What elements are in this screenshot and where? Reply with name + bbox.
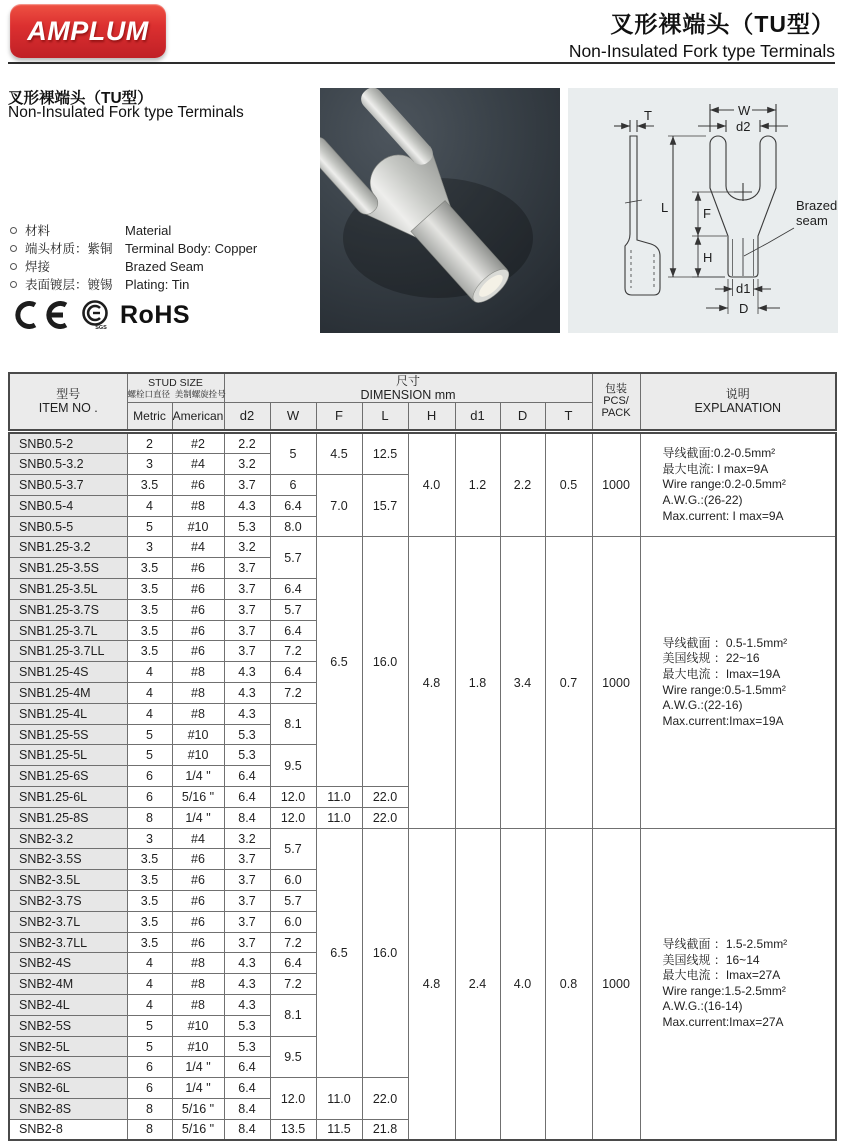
header-divider: [8, 62, 835, 64]
dim-label-d: D: [739, 301, 749, 316]
item-no-cell: SNB0.5-5: [9, 516, 127, 537]
cell: #6: [172, 620, 224, 641]
cell: #10: [172, 1036, 224, 1057]
bullet-icon: [10, 245, 17, 252]
item-no-cell: SNB2-6L: [9, 1078, 127, 1099]
cell: 4: [127, 495, 172, 516]
cell: 3.5: [127, 558, 172, 579]
cell: 7.2: [270, 932, 316, 953]
cell: 2.4: [455, 828, 500, 1140]
cell: 5: [270, 433, 316, 475]
cell: 3.5: [127, 641, 172, 662]
cell: 2.2: [224, 433, 270, 454]
cell: 4.8: [408, 828, 455, 1140]
explanation-cell: [640, 537, 836, 828]
material-en: Plating: Tin: [125, 277, 190, 292]
cell: 12.0: [270, 807, 316, 828]
col-header-w: W: [270, 403, 316, 430]
sgs-cert-icon: [81, 299, 111, 331]
cell: 5.3: [224, 745, 270, 766]
material-en: Terminal Body: Copper: [125, 241, 258, 256]
cell: 1000: [592, 828, 640, 1140]
cell: 11.5: [316, 1119, 362, 1140]
item-no-cell: SNB2-3.7LL: [9, 932, 127, 953]
explanation-line: Max.current:Imax=19A: [662, 713, 784, 728]
cell: 6.0: [270, 870, 316, 891]
item-no-cell: SNB1.25-3.2: [9, 537, 127, 558]
item-no-cell: SNB2-6S: [9, 1057, 127, 1078]
cell: #6: [172, 870, 224, 891]
item-no-cell: SNB0.5-3.2: [9, 454, 127, 475]
section-title-zh: 叉形裸端头（TU型）: [8, 90, 153, 107]
cell: 3: [127, 828, 172, 849]
cell: 3.7: [224, 849, 270, 870]
cell: 3.5: [127, 599, 172, 620]
cell: 6.4: [270, 953, 316, 974]
cell: 5/16 ": [172, 1099, 224, 1120]
cell: #4: [172, 454, 224, 475]
cell: 0.7: [545, 537, 592, 828]
cell: 3.5: [127, 849, 172, 870]
cell: 6: [127, 1078, 172, 1099]
cell: 4.3: [224, 703, 270, 724]
explanation-cell: [640, 828, 836, 1140]
explanation-line: 导线截面 ：1.5-2.5mm²: [662, 937, 788, 952]
item-no-cell: SNB2-3.7L: [9, 911, 127, 932]
explanation-line: 导线截面:0.2-0.5mm²: [662, 446, 776, 461]
product-photo: [320, 88, 560, 333]
col-header-d2: d2: [224, 403, 270, 430]
dim-label-t: T: [644, 108, 652, 123]
cell: 16.0: [362, 828, 408, 1078]
cell: 3.2: [224, 828, 270, 849]
cell: 3.7: [224, 641, 270, 662]
cell: 3.4: [500, 537, 545, 828]
cell: 2: [127, 433, 172, 454]
list-item: [10, 239, 257, 257]
explanation-line: Max.current: I max=9A: [662, 508, 784, 523]
cell: 6.4: [224, 1078, 270, 1099]
cell: 5.7: [270, 537, 316, 579]
spec-table-header: [8, 372, 837, 431]
cell: #6: [172, 911, 224, 932]
col-header-item: 型号 ITEM NO .: [9, 373, 127, 430]
cell: #6: [172, 558, 224, 579]
explanation-line: Wire range:1.5-2.5mm²: [662, 983, 786, 998]
cell: 9.5: [270, 745, 316, 787]
cell: 16.0: [362, 537, 408, 787]
dim-label-d2: d2: [736, 119, 751, 134]
dim-label-w: W: [738, 103, 751, 118]
material-zh: 表面镀层：镀锡: [25, 278, 113, 292]
cell: 6.4: [270, 662, 316, 683]
item-no-cell: SNB2-5S: [9, 1015, 127, 1036]
item-no-cell: SNB1.25-3.7L: [9, 620, 127, 641]
cell: 5.7: [270, 828, 316, 870]
explanation-line: 导线截面 ：0.5-1.5mm²: [662, 635, 788, 650]
item-no-cell: SNB1.25-3.7LL: [9, 641, 127, 662]
page-title-en: Non-Insulated Fork type Terminals: [568, 41, 835, 61]
cell: 6.5: [316, 537, 362, 787]
cell: 8: [127, 1119, 172, 1140]
cell: 1000: [592, 537, 640, 828]
cell: 22.0: [362, 1078, 408, 1120]
cell: 1/4 ": [172, 1078, 224, 1099]
cell: 6.4: [224, 787, 270, 808]
cell: 15.7: [362, 475, 408, 537]
explanation-line: A.W.G.:(26-22): [662, 493, 743, 508]
cell: 3.5: [127, 475, 172, 496]
cell: 4.5: [316, 433, 362, 475]
cell: 4: [127, 662, 172, 683]
item-no-cell: SNB1.25-5S: [9, 724, 127, 745]
cell: 5/16 ": [172, 1119, 224, 1140]
cell: 8.1: [270, 995, 316, 1037]
bullet-icon: [10, 281, 17, 288]
cell: 4.8: [408, 537, 455, 828]
page-title: [569, 6, 835, 62]
cell: 5.3: [224, 724, 270, 745]
cell: 6: [127, 766, 172, 787]
cell: 5.7: [270, 599, 316, 620]
cell: 13.5: [270, 1119, 316, 1140]
item-no-cell: SNB1.25-6S: [9, 766, 127, 787]
svg-text:seam: seam: [796, 213, 828, 228]
cell: 3.7: [224, 599, 270, 620]
cell: 5: [127, 1015, 172, 1036]
cell: 4: [127, 995, 172, 1016]
item-no-cell: SNB2-8S: [9, 1099, 127, 1120]
explanation-line: A.W.G.:(22-16): [662, 698, 743, 713]
cell: 3.7: [224, 911, 270, 932]
cell: 0.5: [545, 433, 592, 537]
dimension-diagram-svg: [568, 88, 838, 333]
cell: 1/4 ": [172, 807, 224, 828]
item-no-cell: SNB2-8: [9, 1119, 127, 1140]
cell: 3.7: [224, 932, 270, 953]
cell: 7.0: [316, 475, 362, 537]
certification-row: [10, 299, 190, 331]
explanation-line: 最大电流 ：Imax=27A: [662, 968, 781, 983]
svg-text:SGS: SGS: [95, 325, 107, 331]
item-no-cell: SNB0.5-2: [9, 433, 127, 454]
cell: 4.3: [224, 995, 270, 1016]
cell: 7.2: [270, 683, 316, 704]
cell: 3.2: [224, 537, 270, 558]
cell: #6: [172, 891, 224, 912]
cell: 1.2: [455, 433, 500, 537]
cell: 8: [127, 807, 172, 828]
material-en: Brazed Seam: [125, 259, 204, 274]
col-header-dimension: 尺寸 DIMENSION mm: [224, 373, 592, 403]
section-title-en: Non-Insulated Fork type Terminals: [8, 104, 244, 121]
item-no-cell: SNB1.25-4S: [9, 662, 127, 683]
explanation-cell: [640, 433, 836, 537]
cell: 11.0: [316, 807, 362, 828]
cell: #6: [172, 849, 224, 870]
cell: 4: [127, 953, 172, 974]
cell: #6: [172, 475, 224, 496]
cell: 6.4: [270, 495, 316, 516]
cell: #8: [172, 995, 224, 1016]
item-no-cell: SNB2-3.5S: [9, 849, 127, 870]
item-no-cell: SNB1.25-4M: [9, 683, 127, 704]
cell: 6.4: [270, 579, 316, 600]
item-no-cell: SNB0.5-3.7: [9, 475, 127, 496]
cell: 4.0: [408, 433, 455, 537]
item-no-cell: SNB2-3.7S: [9, 891, 127, 912]
item-no-cell: SNB1.25-5L: [9, 745, 127, 766]
table-row: [9, 433, 836, 454]
brand-logo: [10, 4, 166, 58]
rohs-label: RoHS: [120, 300, 191, 329]
cell: 6.4: [270, 620, 316, 641]
cell: 4: [127, 683, 172, 704]
cell: #6: [172, 599, 224, 620]
cell: 1/4 ": [172, 766, 224, 787]
item-no-cell: SNB2-4L: [9, 995, 127, 1016]
item-no-cell: SNB1.25-3.5S: [9, 558, 127, 579]
cell: #4: [172, 537, 224, 558]
cell: #8: [172, 662, 224, 683]
ce-mark-icon: [10, 299, 72, 331]
col-header-f: F: [316, 403, 362, 430]
cell: 0.8: [545, 828, 592, 1140]
cell: 6: [127, 1057, 172, 1078]
cell: #6: [172, 579, 224, 600]
col-header-d1: d1: [455, 403, 500, 430]
explanation-line: A.W.G.:(16-14): [662, 999, 743, 1014]
col-header-metric: Metric: [127, 403, 172, 430]
material-zh: 焊接: [25, 260, 51, 274]
cell: 5: [127, 724, 172, 745]
item-no-cell: SNB2-4S: [9, 953, 127, 974]
cell: 4: [127, 703, 172, 724]
cell: 3.7: [224, 891, 270, 912]
cell: 6.5: [316, 828, 362, 1078]
cell: #8: [172, 974, 224, 995]
cell: 3.5: [127, 620, 172, 641]
cell: 6: [270, 475, 316, 496]
col-header-pack: 包装 PCS/ PACK: [592, 373, 640, 430]
brazed-seam-label: Brazed: [796, 198, 838, 213]
cell: #8: [172, 495, 224, 516]
cell: #4: [172, 828, 224, 849]
explanation-line: 美国线规 ：16~14: [662, 952, 760, 967]
cell: 8: [127, 1099, 172, 1120]
brand-logo-text: AMPLUM: [27, 15, 149, 46]
explanation-line: Wire range:0.5-1.5mm²: [662, 682, 786, 697]
cell: 6.4: [224, 1057, 270, 1078]
item-no-cell: SNB2-4M: [9, 974, 127, 995]
cell: #6: [172, 932, 224, 953]
cell: 4.3: [224, 662, 270, 683]
cell: 9.5: [270, 1036, 316, 1078]
cell: 12.0: [270, 1078, 316, 1120]
dimension-diagram: [568, 88, 838, 333]
dim-label-d1: d1: [736, 281, 751, 296]
item-no-cell: SNB1.25-3.5L: [9, 579, 127, 600]
item-no-cell: SNB1.25-6L: [9, 787, 127, 808]
cell: 3.5: [127, 911, 172, 932]
list-item: [10, 257, 257, 275]
cell: 8.4: [224, 1119, 270, 1140]
table-row: [9, 828, 836, 849]
item-no-cell: SNB2-3.2: [9, 828, 127, 849]
material-list: [10, 221, 257, 293]
col-header-h: H: [408, 403, 455, 430]
spec-table: [8, 432, 837, 1141]
cell: 3.7: [224, 620, 270, 641]
cell: #6: [172, 641, 224, 662]
cell: 5: [127, 745, 172, 766]
cell: 3.2: [224, 454, 270, 475]
material-en: Material: [125, 223, 172, 238]
cell: 7.2: [270, 974, 316, 995]
cell: #8: [172, 953, 224, 974]
bullet-icon: [10, 263, 17, 270]
page-title-zh: 叉形裸端头（TU型）: [610, 11, 835, 37]
cell: 12.5: [362, 433, 408, 475]
cell: 1.8: [455, 537, 500, 828]
cell: 1000: [592, 433, 640, 537]
cell: 3.7: [224, 558, 270, 579]
col-header-l: L: [362, 403, 408, 430]
cell: 3.5: [127, 579, 172, 600]
cell: 8.1: [270, 703, 316, 745]
cell: 6.0: [270, 911, 316, 932]
cell: #2: [172, 433, 224, 454]
cell: 3: [127, 454, 172, 475]
cell: 5/16 ": [172, 787, 224, 808]
cell: 12.0: [270, 787, 316, 808]
explanation-line: Wire range:0.2-0.5mm²: [662, 477, 786, 492]
cell: #10: [172, 1015, 224, 1036]
cell: 3.7: [224, 579, 270, 600]
item-no-cell: SNB1.25-3.7S: [9, 599, 127, 620]
col-header-d: D: [500, 403, 545, 430]
cell: 8.4: [224, 807, 270, 828]
cell: 22.0: [362, 807, 408, 828]
cell: 4.3: [224, 495, 270, 516]
item-no-cell: SNB1.25-4L: [9, 703, 127, 724]
cell: #10: [172, 745, 224, 766]
cell: 7.2: [270, 641, 316, 662]
explanation-line: 最大电流 ：Imax=19A: [662, 666, 781, 681]
item-no-cell: SNB1.25-8S: [9, 807, 127, 828]
col-header-stud-size: STUD SIZE 螺栓口直径 美制螺旋拴号: [127, 373, 224, 403]
cell: 4.3: [224, 974, 270, 995]
cell: 5.3: [224, 516, 270, 537]
cell: 3.5: [127, 932, 172, 953]
table-row: [9, 537, 836, 558]
cell: 21.8: [362, 1119, 408, 1140]
cell: #8: [172, 683, 224, 704]
cell: 8.0: [270, 516, 316, 537]
cell: 6: [127, 787, 172, 808]
material-zh: 端头材质：紫铜: [25, 242, 113, 256]
col-header-explanation: 说明 EXPLANATION: [640, 373, 836, 430]
spec-table-body: [9, 433, 836, 1140]
cell: 4: [127, 974, 172, 995]
cell: 3.7: [224, 870, 270, 891]
cell: #10: [172, 516, 224, 537]
cell: 8.4: [224, 1099, 270, 1120]
cell: 5.3: [224, 1036, 270, 1057]
cell: #8: [172, 703, 224, 724]
cell: 3.5: [127, 891, 172, 912]
cell: 22.0: [362, 787, 408, 808]
cell: 4.0: [500, 828, 545, 1140]
cell: 5.3: [224, 1015, 270, 1036]
cell: 5.7: [270, 891, 316, 912]
cell: 3.5: [127, 870, 172, 891]
explanation-line: Max.current:Imax=27A: [662, 1015, 784, 1030]
cell: 3: [127, 537, 172, 558]
item-no-cell: SNB2-3.5L: [9, 870, 127, 891]
list-item: [10, 221, 257, 239]
bullet-icon: [10, 227, 17, 234]
item-no-cell: SNB0.5-4: [9, 495, 127, 516]
item-no-cell: SNB2-5L: [9, 1036, 127, 1057]
dim-label-h: H: [703, 250, 713, 265]
cell: 4.3: [224, 683, 270, 704]
cell: 1/4 ": [172, 1057, 224, 1078]
cell: 5: [127, 516, 172, 537]
cell: 11.0: [316, 1078, 362, 1120]
cell: 5: [127, 1036, 172, 1057]
material-zh: 材料: [25, 224, 51, 238]
list-item: [10, 275, 257, 293]
cell: 2.2: [500, 433, 545, 537]
cell: #10: [172, 724, 224, 745]
explanation-line: 美国线规 ：22~16: [662, 651, 760, 666]
explanation-line: 最大电流: I max=9A: [662, 461, 769, 476]
cell: 3.7: [224, 475, 270, 496]
dim-label-l: L: [661, 200, 669, 215]
cell: 6.4: [224, 766, 270, 787]
cell: 4.3: [224, 953, 270, 974]
col-header-t: T: [545, 403, 592, 430]
fork-terminal-photo: [320, 88, 560, 333]
dim-label-f: F: [703, 206, 711, 221]
cell: 11.0: [316, 787, 362, 808]
col-header-american: American: [172, 403, 224, 430]
